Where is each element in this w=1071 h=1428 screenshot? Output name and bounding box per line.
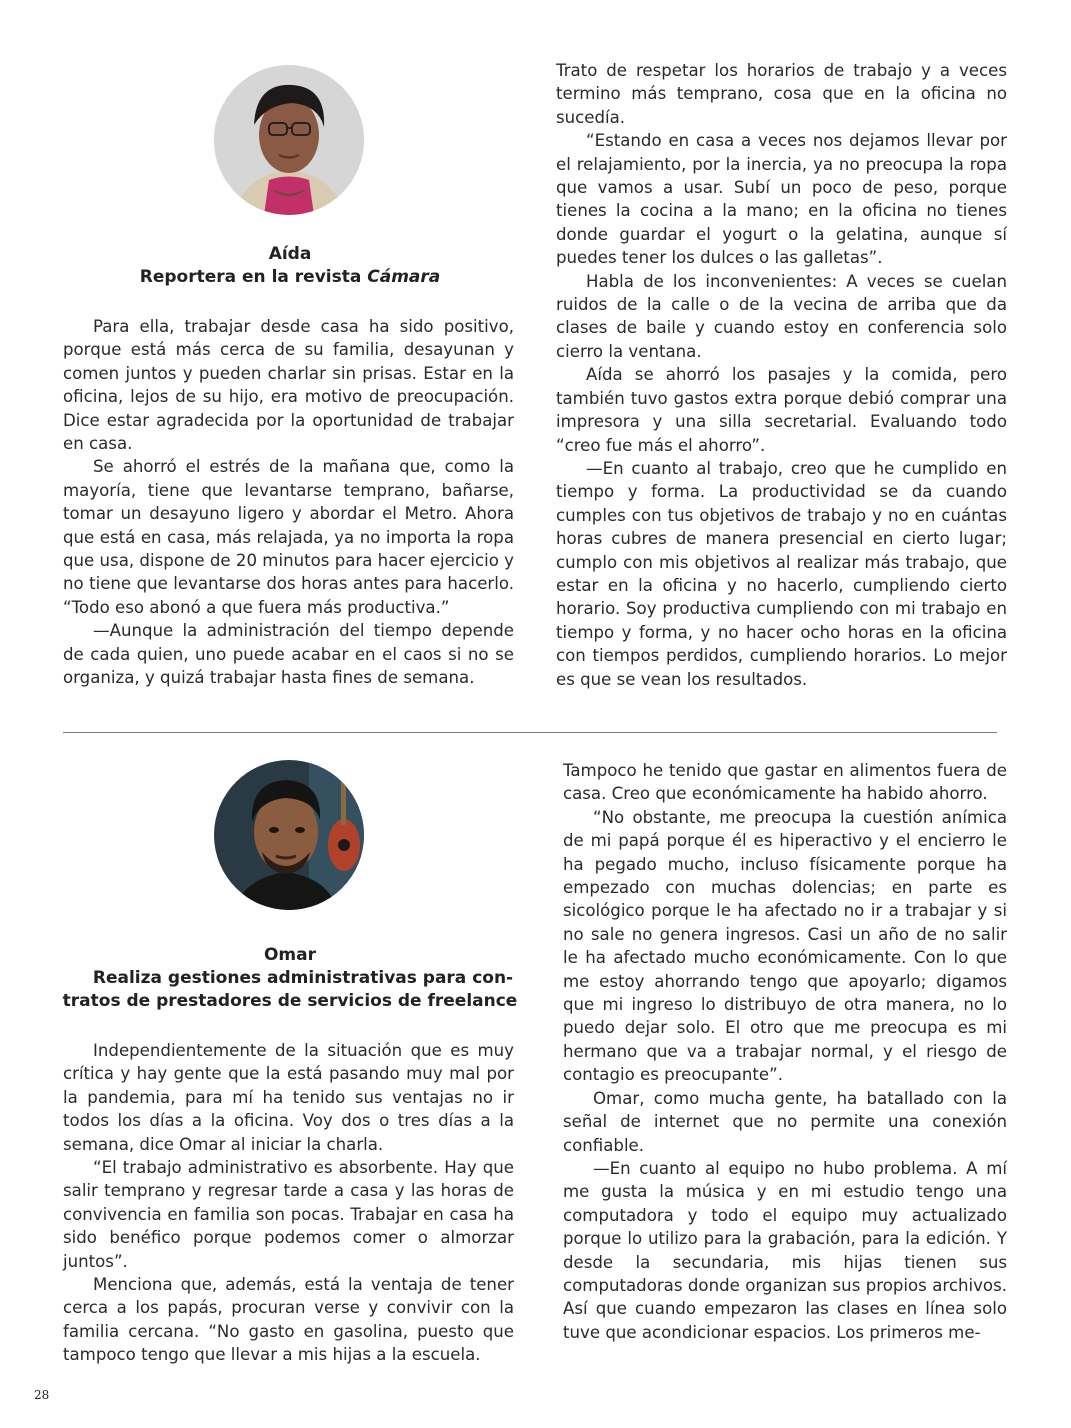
omar-left-paragraph-2: “El trabajo administrativo es absorbente. Hay que salir temprano y regresar tarde a casa y las horas de convivencia en familia son pocas. Trabajar en casa ha sido benéfico porque podemos comer o almorzar juntos”. [63, 1158, 514, 1271]
aida-right-paragraph-2: “Estando en casa a veces nos dejamos llevar por el relajamiento, por la inercia, ya no preocupa la ropa que vamos a usar. Subí un poco de peso, porque tienes la cocina a la mano; en la oficina no tienes donde guardar el yogurt o la gelatina, aunque sí puedes tener los dulces o las galletas”. [556, 131, 1007, 268]
aida-role [80, 266, 500, 289]
aida-portrait [214, 65, 364, 215]
aida-right-paragraph-1: Trato de respetar los horarios de trabajo y a veces termino más temprano, cosa que en la oficina no sucedía. [556, 61, 1007, 127]
aida-right-paragraph-5: —En cuanto al trabajo, creo que he cumplido en tiempo y forma. La productividad se da cuando cumples con tus objetivos de trabajo y no en cuántas horas cubres de manera presencial en cierto lugar; cumplo con mis objetivos al realizar más trabajo, que estar en la oficina y no hacerlo, cumpliendo cierto horario. Soy productiva cumpliendo con mi trabajo en tiempo y forma, y no hacer ocho horas en la oficina con tiempos perdidos, cumpliendo horarios. Lo mejor es que se vean los resultados. [556, 458, 1007, 689]
omar-right-column [563, 759, 1007, 1344]
aida-left-paragraph-3: —Aunque la administración del tiempo depende de cada quien, uno puede acabar en el caos si no se organiza, y quizá trabajar hasta fines de semana. [63, 621, 514, 688]
omar-left-column [63, 1039, 514, 1367]
section-divider [63, 732, 997, 733]
aida-role-prefix: Reportera en la revista [139, 267, 368, 287]
aida-right-paragraph-4: Aída se ahorró los pasajes y la comida, pero también tuvo gastos extra porque debió comprar una impresora y una silla secretarial. Evaluando todo “creo fue más el ahorro”. [556, 365, 1007, 455]
aida-right-column [556, 59, 1007, 691]
omar-left-paragraph-1: Independientemente de la situación que es muy crítica y hay gente que la está pasando muy mal por la pandemia, para mí ha tenido sus ventajas no ir todos los días a la oficina. Voy dos o tres días a la semana, dice Omar al iniciar la charla. [63, 1041, 514, 1154]
omar-right-paragraph-4: —En cuanto al equipo no hubo problema. A mí me gusta la música y en mi estudio tengo una computadora y todo el equipo muy actualizado porque lo utilizo para la grabación, para la edición. Y desde la secundaria, mis hijas tienen sus computadoras donde organizan sus propios archivos. Así que cuando empezaron las clases en línea solo tuve que acondicionar espacios. Los primeros me- [563, 1158, 1007, 1342]
omar-left-paragraph-3: Menciona que, además, está la ventaja de tener cerca a los papás, procuran verse y convivir con la familia cercana. “No gasto en gasolina, puesto que tampoco tengo que llevar a mis hijas a la escuela. [63, 1275, 514, 1365]
page-number: 28 [34, 1388, 50, 1402]
omar-portrait-image [214, 760, 364, 910]
omar-caption [60, 944, 520, 1013]
omar-name: Omar [263, 945, 317, 965]
omar-role-line-1: Realiza gestiones administrativas para con- [92, 968, 514, 988]
omar-right-paragraph-3: Omar, como mucha gente, ha batallado con la señal de internet que no permite una conexión confiable. [563, 1088, 1007, 1155]
aida-portrait-image [214, 65, 364, 215]
aida-left-paragraph-1: Para ella, trabajar desde casa ha sido positivo, porque está más cerca de su familia, desayunan y comen juntos y pueden charlar sin prisas. Estar en la oficina, lejos de su hijo, era motivo de preocupación. Dice estar agradecida por la oportunidad de trabajar en casa. [63, 317, 514, 454]
aida-left-paragraph-2: Se ahorró el estrés de la mañana que, como la mayoría, tiene que levantarse temprano, bañarse, tomar un desayuno ligero y abordar el Metro. Ahora que está en casa, más relajada, ya no importa la ropa que usa, dispone de 20 minutos para hacer ejercicio y no tiene que levantarse dos horas antes para hacerlo. “Todo eso abonó a que fuera más productiva.” [63, 457, 514, 617]
aida-right-paragraph-3: Habla de los inconvenientes: A veces se cuelan ruidos de la calle o de la vecina de arriba que da clases de baile y cuando estoy en conferencia solo cierro la ventana. [556, 271, 1007, 361]
aida-caption [80, 243, 500, 289]
omar-right-paragraph-2: “No obstante, me preocupa la cuestión anímica de mi papá porque él es hiperactivo y el encierro le ha pegado mucho, incluso físicamente porque ha empezado con muchas dolencias; en parte es sicológico porque le ha afectado no ir a trabajar y si no sale no genera ingresos. Casi un año de no salir le ha afectado mucho económicamente. Con lo que me estoy ahorrando tengo que apoyarlo; digamos que mi ingreso lo distribuyo de otra manera, no lo puedo dejar solo. El otro que me preocupa es mi hermano que va a trabajar normal, y el riesgo de contagio es preocupante”. [563, 807, 1007, 1085]
aida-magazine-title: Cámara [367, 267, 441, 287]
aida-name: Aída [268, 244, 312, 264]
omar-portrait [214, 760, 364, 910]
omar-right-paragraph-1: Tampoco he tenido que gastar en alimentos fuera de casa. Creo que económicamente ha habido ahorro. [563, 761, 1007, 804]
aida-left-column [63, 315, 514, 690]
omar-role-line-2: tratos de prestadores de servicios de freelance [62, 991, 518, 1011]
